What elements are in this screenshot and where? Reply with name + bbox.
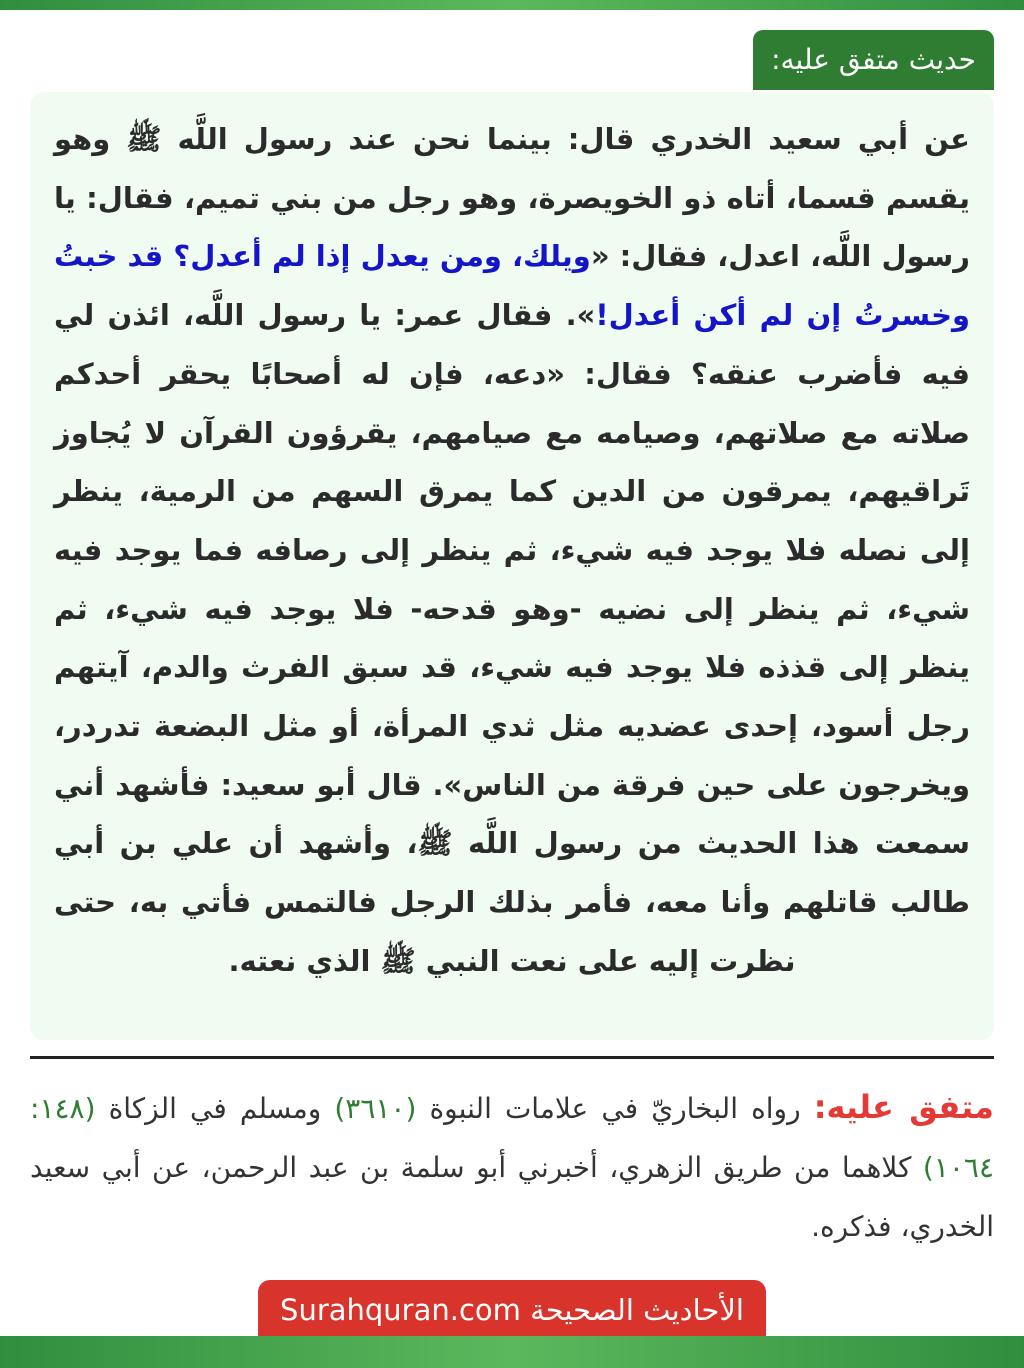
divider [30,1056,994,1059]
top-accent-bar [0,0,1024,10]
source-text: كلاهما من طريق الزهري، أخبرني أبو سلمة بن عبد الرحمن، عن أبي سعيد الخدري، فذكره. [30,1151,994,1243]
source-label: متفق عليه: [813,1088,994,1126]
muslim-ref-number: (١٤٨: ١٠٦٤) [30,1092,994,1184]
hadith-text-part1: عن أبي سعيد الخدري قال: بينما نحن عند رسول اللَّه ﷺ وهو يقسم قسما، أتاه ذو الخويصرة، وهو رجل من بني تميم، فقال: يا رسول اللَّه، اعدل، فقال: « [54,122,971,274]
source-note [30,1078,994,1256]
source-text: رواه البخاريّ في علامات النبوة [416,1092,814,1125]
bukhari-ref-number: (٣٦١٠) [334,1092,417,1125]
hadith-text-part2: ». فقال عمر: يا رسول اللَّه، ائذن لي فيه فأضرب عنقه؟ فقال: «دعه، فإن له أصحابًا يحقر أحدكم صلاته مع صلاتهم، وصيامه مع صيامهم، يقرؤون القرآن لا يُجاوز تَراقيهم، يمرقون من الدين كما يمرق السهم من الرمية، ينظر إلى نصله فلا يوجد فيه شيء، ثم ينظر إلى رصافه فما يوجد فيه شيء، ثم ينظر إلى نضيه -وهو قدحه- فلا يوجد فيه شيء، ثم ينظر إلى قذذه فلا يوجد فيه شيء، قد سبق الفرث والدم، آيتهم رجل أسود، إحدى عضديه مثل ثدي المرأة، أو مثل البضعة تدردر، ويخرجون على حين فرقة من الناس». قال أبو سعيد: فأشهد أني سمعت هذا الحديث من رسول اللَّه ﷺ، وأشهد أن علي بن أبي طالب قاتلهم وأنا معه، فأمر بذلك الرجل فالتمس فأتي به، حتى نظرت إليه على نعت النبي ﷺ الذي نعته. [54,298,970,978]
hadith-quote: ويلك، ومن يعدل إذا لم أعدل؟ قد خبتُ وخسرتُ إن لم أكن أعدل! [54,239,970,333]
bottom-accent-bar [0,1336,1024,1368]
source-text: ومسلم في الزكاة [95,1092,335,1125]
hadith-type-badge: حديث متفق عليه: [753,30,994,90]
hadith-text [54,110,970,991]
hadith-box [30,92,994,1040]
site-badge: الأحاديث الصحيحة Surahquran.com [258,1280,766,1340]
